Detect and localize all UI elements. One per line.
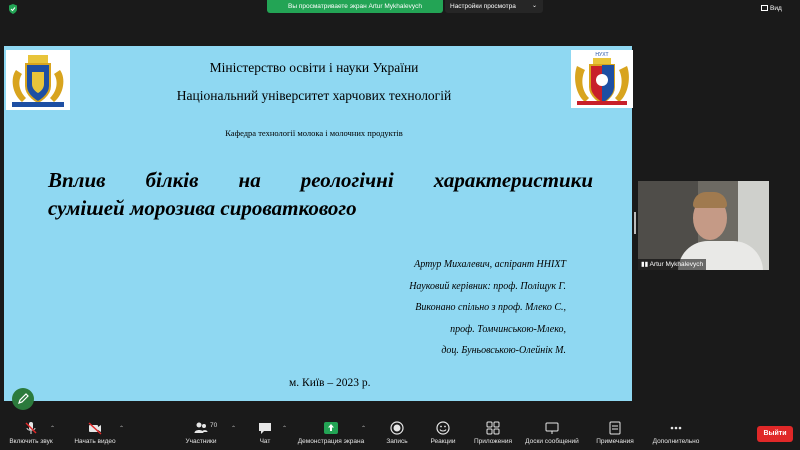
- chat-options-caret[interactable]: ⌃: [282, 426, 288, 432]
- pen-icon: [12, 388, 34, 410]
- share-screen-button[interactable]: [294, 414, 368, 450]
- view-options-dropdown[interactable]: [445, 0, 543, 13]
- apps-label: Приложения: [473, 438, 513, 445]
- unmute-button[interactable]: [2, 414, 60, 450]
- video-options-caret[interactable]: ⌃: [119, 426, 125, 432]
- record-label: Запись: [386, 438, 408, 445]
- notes-icon: [608, 421, 622, 435]
- author-line: Артур Михалевич, аспірант ННІХТ: [414, 259, 566, 270]
- department-heading: Кафедра технології молока і молочних продуктів: [225, 128, 403, 138]
- more-dots-icon: [669, 421, 683, 435]
- view-button-label: Вид: [770, 5, 782, 12]
- audio-options-caret[interactable]: ⌃: [50, 426, 56, 432]
- apps-icon: [486, 421, 500, 435]
- participants-count-badge: 70: [210, 422, 218, 429]
- view-options-label: Настройки просмотра: [450, 3, 516, 10]
- start-video-button[interactable]: [66, 414, 124, 450]
- participants-options-caret[interactable]: ⌃: [231, 426, 237, 432]
- grid-view-icon: [761, 5, 768, 11]
- record-icon: [390, 421, 404, 435]
- participants-label: Участники: [185, 438, 217, 445]
- unmute-label: Включить звук: [9, 438, 53, 445]
- apps-button[interactable]: [470, 414, 516, 450]
- shared-screen-slide: [4, 46, 632, 401]
- slide-title-line-1: Вплив білків на реологічні характеристики: [48, 168, 593, 192]
- chat-label: Чат: [259, 438, 271, 445]
- share-screen-label: Демонстрация экрана: [297, 438, 365, 445]
- university-heading: Національний університет харчових технологій: [176, 88, 452, 103]
- participants-button[interactable]: [178, 414, 224, 450]
- participant-video-tile[interactable]: [638, 181, 769, 270]
- microphone-muted-icon: [24, 421, 38, 435]
- city-year: м. Київ – 2023 р.: [289, 377, 371, 389]
- annotate-pen-button[interactable]: [12, 388, 34, 410]
- participants-icon: [194, 421, 208, 435]
- whiteboards-button[interactable]: [520, 414, 584, 450]
- share-options-caret[interactable]: ⌃: [361, 426, 367, 432]
- share-screen-icon: [324, 421, 338, 435]
- view-button[interactable]: [761, 5, 782, 12]
- participant-name: Artur Mykhalevych: [649, 261, 704, 268]
- chat-bubble-icon: [258, 421, 272, 435]
- chevron-down-icon: ⌄: [531, 3, 537, 9]
- more-button[interactable]: [646, 414, 706, 450]
- more-label: Дополнительно: [652, 438, 700, 445]
- author-line: проф. Томчинською-Млеко,: [450, 323, 566, 335]
- whiteboard-icon: [545, 421, 559, 435]
- meeting-toolbar: [0, 414, 800, 450]
- leave-meeting-button[interactable]: Выйти: [757, 426, 793, 442]
- participant-name-label: [638, 259, 706, 270]
- signal-bars-icon: ▮▮: [641, 261, 650, 268]
- ministry-heading: Міністерство освіти і науки України: [209, 60, 419, 75]
- reactions-button[interactable]: [426, 414, 460, 450]
- screen-share-banner: Вы просматриваете экран Artur Mykhalevych: [267, 0, 443, 13]
- panel-resize-handle[interactable]: [634, 212, 636, 234]
- top-bar: [0, 0, 800, 16]
- security-shield-icon[interactable]: [8, 4, 18, 14]
- reactions-label: Реакции: [430, 438, 456, 445]
- notes-button[interactable]: [592, 414, 638, 450]
- author-line: доц. Буньовською-Олейнік М.: [441, 345, 566, 356]
- notes-label: Примечания: [596, 438, 634, 445]
- slide-title-line-2: сумішей морозива сироваткового: [48, 196, 357, 220]
- author-line: Науковий керівник: проф. Поліщук Г.: [409, 280, 566, 292]
- smiley-icon: [436, 421, 450, 435]
- author-line: Виконано спільно з проф. Млеко С.,: [415, 302, 566, 313]
- whiteboards-label: Доски сообщений: [525, 438, 579, 445]
- record-button[interactable]: [380, 414, 414, 450]
- camera-off-icon: [88, 421, 102, 435]
- chat-button[interactable]: [250, 414, 280, 450]
- authors-block: [266, 254, 566, 362]
- start-video-label: Начать видео: [74, 438, 116, 445]
- logo-text: НУХТ: [595, 52, 609, 58]
